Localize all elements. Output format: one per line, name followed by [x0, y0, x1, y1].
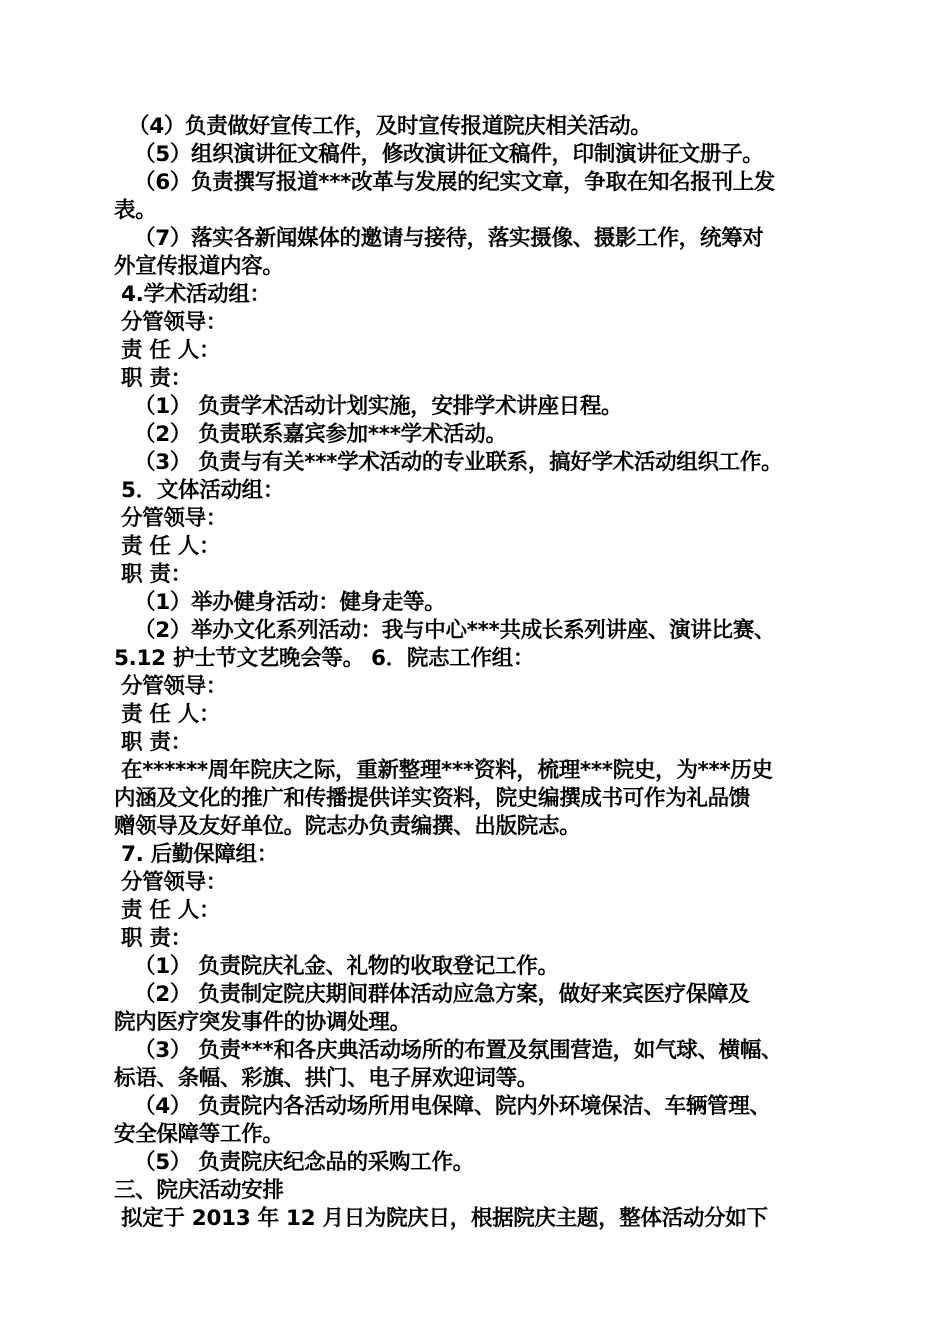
text-line: 安全保障等工作。	[114, 1122, 284, 1147]
text-line: （3） 负责与有关***学术活动的专业联系，搞好学术活动组织工作。	[134, 450, 783, 475]
text-line: （4） 负责院内各活动场所用电保障、院内外环境保洁、车辆管理、	[134, 1094, 771, 1119]
text-line: （2）举办文化系列活动：我与中心***共成长系列讲座、演讲比赛、	[134, 618, 776, 643]
text-line: 职 责：	[121, 562, 192, 587]
text-line: 责 任 人：	[121, 898, 221, 923]
text-line: 标语、条幅、彩旗、拱门、电子屏欢迎词等。	[114, 1066, 539, 1091]
text-line: 5．文体活动组：	[121, 478, 285, 503]
text-line: 4.学术活动组：	[121, 282, 271, 307]
text-line: 表。	[114, 198, 157, 223]
text-line: （6）负责撰写报道***改革与发展的纪实文章，争取在知名报刊上发	[134, 170, 776, 195]
text-line: （2） 负责联系嘉宾参加***学术活动。	[134, 422, 507, 447]
text-line: 职 责：	[121, 730, 192, 755]
text-line: （1） 负责学术活动计划实施，安排学术讲座日程。	[134, 394, 623, 419]
text-line: 赠领导及友好单位。院志办负责编撰、出版院志。	[114, 814, 581, 839]
text-line: 外宣传报道内容。	[114, 254, 284, 279]
text-line: 责 任 人：	[121, 338, 221, 363]
text-line: （2） 负责制定院庆期间群体活动应急方案，做好来宾医疗保障及	[134, 982, 750, 1007]
text-line: （3） 负责***和各庆典活动场所的布置及氛围营造，如气球、横幅、	[134, 1038, 783, 1063]
text-line: 分管领导：	[121, 310, 228, 335]
text-line: （1） 负责院庆礼金、礼物的收取登记工作。	[134, 954, 559, 979]
text-line: （4）负责做好宣传工作，及时宣传报道院庆相关活动。	[128, 114, 652, 139]
text-line: 分管领导：	[121, 674, 228, 699]
text-line: 7. 后勤保障组：	[121, 842, 278, 867]
text-line: 院内医疗突发事件的协调处理。	[114, 1010, 411, 1035]
text-line: 责 任 人：	[121, 702, 221, 727]
text-line: 拟定于 2013 年 12 月日为院庆日，根据院庆主题，整体活动分如下	[121, 1206, 768, 1231]
text-line: 5.12 护士节文艺晚会等。 6．院志工作组：	[114, 646, 535, 671]
text-line: 在******周年院庆之际，重新整理***资料，梳理***院史，为***历史	[121, 758, 773, 783]
text-line: （1）举办健身活动：健身走等。	[134, 590, 446, 615]
text-line: 分管领导：	[121, 506, 228, 531]
text-line: 内涵及文化的推广和传播提供详实资料，院史编撰成书可作为礼品馈	[114, 786, 751, 811]
text-line: 职 责：	[121, 366, 192, 391]
text-line: 三、院庆活动安排	[114, 1178, 284, 1203]
document-body	[114, 113, 836, 1233]
text-line: 责 任 人：	[121, 534, 221, 559]
text-line: （5）组织演讲征文稿件，修改演讲征文稿件，印制演讲征文册子。	[134, 142, 764, 167]
text-line: 分管领导：	[121, 870, 228, 895]
text-line: （7）落实各新闻媒体的邀请与接待，落实摄像、摄影工作，统筹对	[134, 226, 764, 251]
text-line: 职 责：	[121, 926, 192, 951]
text-line: （5） 负责院庆纪念品的采购工作。	[134, 1150, 474, 1175]
